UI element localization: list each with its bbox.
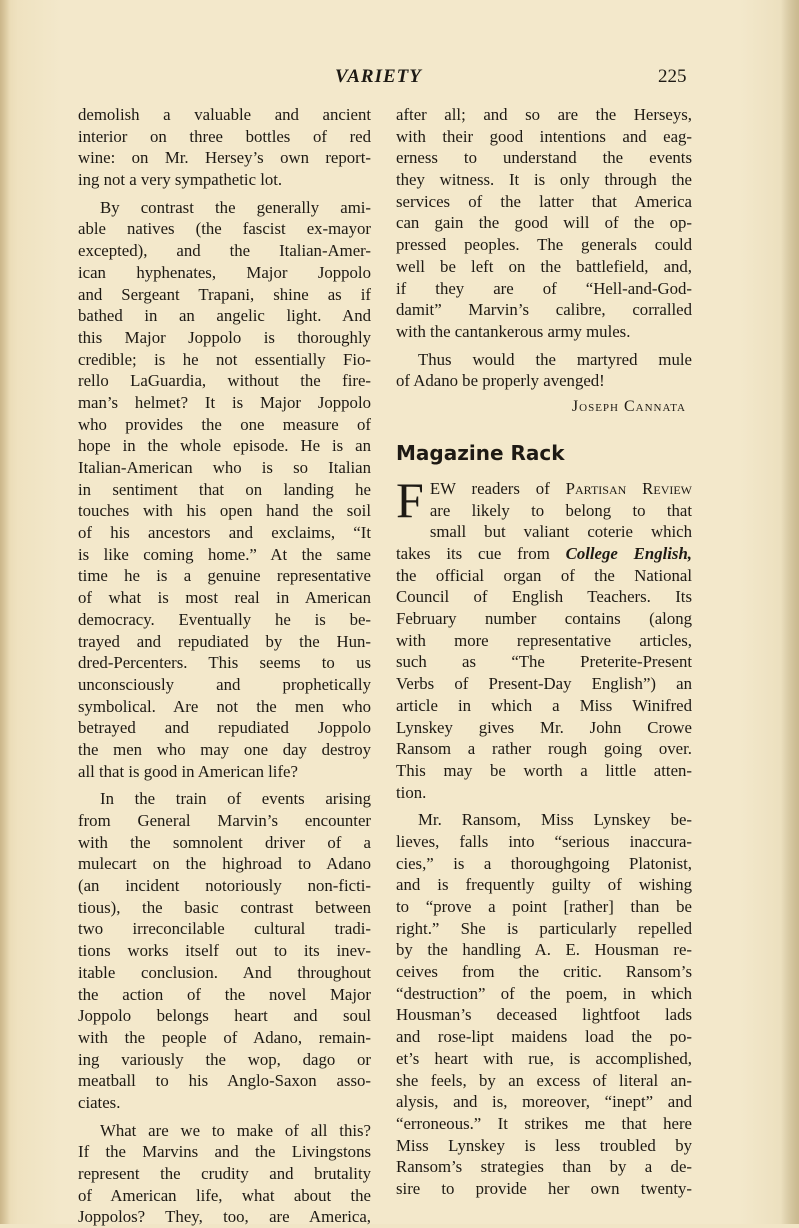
text-line: touches with his open hand the soil — [78, 501, 371, 521]
text-line: ican hyphenates, Major Joppolo — [78, 262, 371, 282]
text-line: from General Marvin’s encounter — [78, 811, 371, 830]
text-line: services of the latter that America — [396, 191, 692, 211]
page-edge-shadow — [781, 0, 799, 1224]
text-line: takes its cue from College English, — [396, 544, 692, 563]
text-line: mulecart on the highroad to Adano — [78, 854, 371, 874]
text-line: et’s heart with rue, is accomplished, — [396, 1048, 692, 1068]
text-line: Mr. Ransom, Miss Lynskey be- — [418, 810, 692, 830]
text-line: are likely to belong to that — [429, 500, 692, 520]
text-line: bathed in an angelic light. And — [78, 306, 371, 326]
text-line: Thus would the martyred mule — [418, 349, 692, 369]
text-line: Ransom’s strategies than by a de- — [396, 1157, 692, 1177]
text-line: alysis, and is, moreover, “inept” and — [396, 1092, 692, 1112]
text-line: ceives from the critic. Ransom’s — [396, 962, 692, 982]
journal-title: College English, — [565, 544, 692, 563]
text-line: Verbs of Present-Day English”) an — [396, 674, 692, 694]
text-line: erness to understand the events — [396, 148, 692, 168]
journal-name: Partisan Review — [565, 478, 693, 498]
text-line: with the people of Adano, remain- — [78, 1027, 371, 1047]
text-line: EW readers of Partisan Review — [429, 478, 693, 498]
text-line: ing variously the wop, dago or — [78, 1049, 371, 1069]
text-line: and rose-lipt maidens load the po- — [396, 1027, 692, 1047]
text-line: betrayed and repudiated Joppolo — [78, 718, 371, 738]
text-line: sire to provide her own twenty- — [396, 1178, 692, 1198]
text-line: can gain the good will of the op- — [396, 213, 692, 233]
text-line: ing not a very sympathetic lot. — [78, 170, 283, 190]
text-line: trayed and repudiated by the Hun- — [78, 631, 371, 651]
text-line: is like coming home.” At the same — [78, 544, 371, 564]
text-line: to “prove a point [rather] than be — [396, 897, 692, 916]
text-line: of Adano be properly avenged! — [396, 371, 605, 391]
text-line: dred-Percenters. This seems to us — [78, 653, 371, 673]
text-line: Joppolo belongs heart and soul — [78, 1006, 371, 1026]
text-line: of what is most real in American — [78, 588, 371, 608]
text-line: hope in the whole episode. He is an — [78, 436, 371, 456]
text-line: lieves, falls into “serious inaccura- — [396, 831, 692, 851]
text-line: the official organ of the National — [396, 565, 692, 585]
text-line: itable conclusion. And throughout — [78, 962, 371, 982]
text-line: February number contains (along — [396, 609, 692, 629]
text-line: symbolical. Are not the men who — [78, 696, 371, 716]
review-conclusion — [396, 104, 692, 392]
text-line: time he is a genuine representative — [78, 566, 371, 586]
text-line: interior on three bottles of red — [78, 126, 371, 146]
magazine-rack-body — [396, 471, 693, 1200]
text-line: small but valiant coterie which — [429, 522, 692, 542]
text-line: of American life, what about the — [78, 1185, 371, 1205]
text-line: two irreconcilable cultural tradi- — [78, 919, 371, 939]
text-line: damit” Marvin’s calibre, corralled — [396, 300, 692, 320]
text-line: with the somnolent driver of a — [78, 832, 371, 852]
text-line: able natives (the fascist ex-mayor — [78, 219, 371, 239]
author-signature: Joseph Cannata — [571, 397, 686, 415]
page-number: 225 — [658, 66, 687, 87]
text-line: Ransom a rather rough going over. — [396, 739, 692, 759]
text-line: right.” She is particularly repelled — [396, 918, 692, 938]
text-line: with more representative articles, — [396, 630, 692, 650]
right-text-column — [396, 104, 692, 1200]
text-line: Lynskey gives Mr. John Crowe — [396, 717, 692, 737]
text-line: tious), the basic contrast between — [78, 897, 371, 917]
text-line: meatball to his Anglo-Saxon asso- — [78, 1071, 371, 1091]
text-line: and is frequently guilty of wishing — [396, 875, 692, 895]
text-line: and Sergeant Trapani, shine as if — [78, 284, 371, 304]
text-line: by the handling A. E. Housman re- — [396, 940, 692, 960]
drop-cap: F — [396, 471, 424, 528]
text-line: in sentiment that on landing he — [78, 479, 371, 499]
text-line: credible; is he not essentially Fio- — [78, 349, 371, 369]
text-line: Housman’s deceased lightfoot lads — [396, 1005, 692, 1025]
text-line: with their good intentions and eag- — [396, 126, 692, 146]
text-line: well be left on the battlefield, and, — [396, 256, 692, 276]
text-line: such as “The Preterite-Present — [396, 652, 692, 672]
text-line: democracy. Eventually he is be- — [78, 609, 371, 629]
text-line: cies,” is a thoroughgoing Platonist, — [396, 853, 692, 873]
running-head-title: VARIETY — [335, 66, 422, 87]
text-line: What are we to make of all this? — [100, 1120, 371, 1140]
text-line: This may be worth a little atten- — [396, 760, 692, 780]
text-line: wine: on Mr. Hersey’s own report- — [78, 148, 371, 168]
page-binding-shadow — [0, 0, 10, 1224]
text-line: ciates. — [78, 1092, 121, 1112]
text-line: Miss Lynskey is less troubled by — [396, 1135, 692, 1155]
text-line: “destruction” of the poem, in which — [396, 983, 692, 1003]
text-line: pressed peoples. The generals could — [396, 235, 692, 255]
text-line: all that is good in American life? — [78, 761, 298, 781]
text-line: tion. — [396, 782, 427, 802]
text-line: the action of the novel Major — [78, 984, 371, 1004]
text-line: tions works itself out to its inev- — [78, 941, 371, 961]
text-line: article in which a Miss Winifred — [396, 695, 692, 715]
text-line: this Major Joppolo is thoroughly — [78, 327, 371, 347]
text-line: unconsciously and prophetically — [78, 674, 371, 694]
text-line: By contrast the generally ami- — [100, 197, 371, 217]
text-line: of his ancestors and exclaims, “It — [78, 523, 371, 543]
text-line: if they are of “Hell-and-God- — [396, 278, 692, 298]
text-line: after all; and so are the Herseys, — [396, 105, 692, 124]
text-line: Joppolos? They, too, are America, — [78, 1207, 371, 1227]
text-line: man’s helmet? It is Major Joppolo — [78, 392, 371, 412]
text-line: represent the crudity and brutality — [78, 1164, 371, 1183]
text-line: If the Marvins and the Livingstons — [78, 1142, 371, 1162]
text-line: (an incident notoriously non-ficti- — [78, 876, 371, 896]
text-line: Council of English Teachers. Its — [396, 587, 692, 607]
text-line: Italian-American who is so Italian — [78, 458, 371, 477]
text-line: she feels, by an excess of literal an- — [396, 1070, 692, 1090]
text-line: they witness. It is only through the — [396, 170, 692, 190]
text-line: who provides the one measure of — [78, 414, 371, 434]
text-line: excepted), and the Italian-Amer- — [78, 241, 371, 261]
section-heading: Magazine Rack — [396, 440, 565, 465]
text-line: with the cantankerous army mules. — [396, 321, 631, 341]
text-line: the men who may one day destroy — [78, 739, 371, 759]
text-line: demolish a valuable and ancient — [78, 105, 371, 124]
text-line: In the train of events arising — [100, 789, 371, 809]
left-text-column — [78, 104, 371, 1228]
text-line: “erroneous.” It strikes me that here — [396, 1113, 692, 1133]
text-line: rello LaGuardia, without the fire- — [78, 371, 371, 391]
